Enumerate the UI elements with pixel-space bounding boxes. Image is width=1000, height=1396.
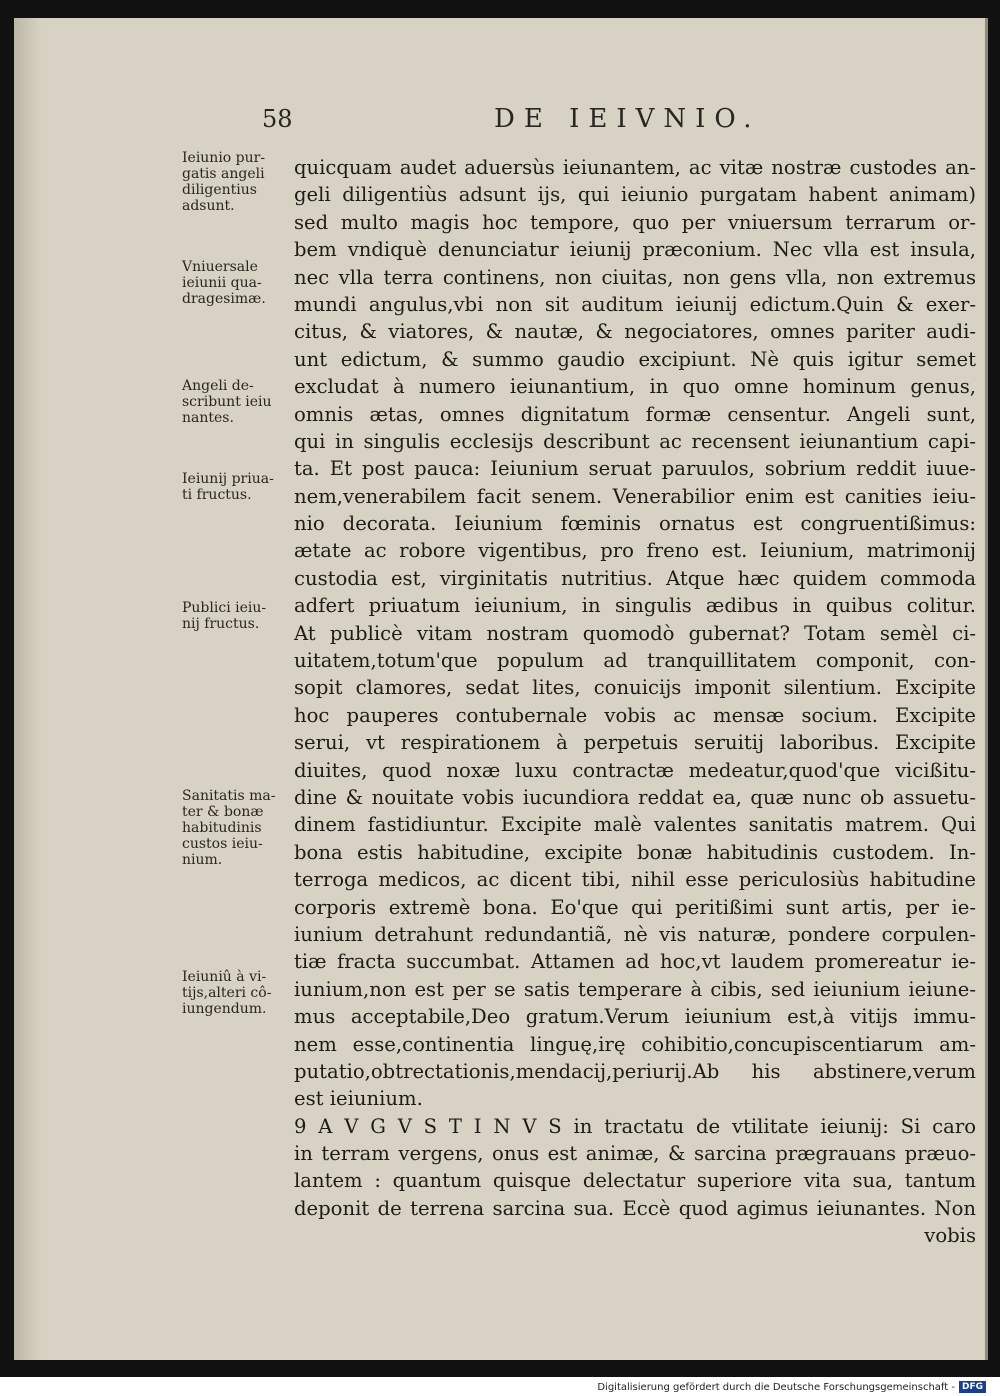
footer-text: Digitalisierung gefördert durch die Deutsche Forschungsgemeinschaft - — [597, 1381, 955, 1393]
body-text — [294, 154, 976, 1250]
text-line: mundi angulus,vbi non sit auditum ieiunij edictum.Quin & exer- — [294, 292, 976, 316]
text-line: citus, & viatores, & nautæ, & negociatores, omnes pariter audi- — [294, 320, 976, 344]
margin-note: Ieiunij priua- ti fructus. — [182, 471, 274, 503]
text-line: uitatem,totum'que populum ad tranquillitatem componit, con- — [294, 649, 976, 673]
text-line: dinem fastidiuntur. Excipite malè valentes sanitatis matrem. Qui — [294, 813, 976, 837]
text-line: omnis ætas, omnes dignitatum formæ censentur. Angeli sunt, — [294, 402, 976, 426]
margin-note: Publici ieiu- nij fructus. — [182, 600, 267, 632]
margin-note: Ieiunio pur- gatis angeli diligentius adsunt. — [182, 150, 266, 214]
text-line: mus acceptabile,Deo gratum.Verum ieiunium est,à vitijs immu- — [294, 1005, 976, 1029]
text-line: serui, vt respirationem à perpetuis seruitij laboribus. Excipite — [294, 731, 976, 755]
text-line: deponit de terrena sarcina sua. Eccè quod agimus ieiunantes. Non — [294, 1196, 976, 1220]
text-line: nec vlla terra continens, non ciuitas, non gens vlla, non extremus — [294, 265, 976, 289]
text-line: ta. Et post pauca: Ieiunium seruat paruulos, sobrium reddit iuue- — [294, 457, 976, 481]
text-line: excludat à numero ieiunantium, in quo omne hominum genus, — [294, 375, 976, 399]
margin-note: Sanitatis ma- ter & bonæ habitudinis custos ieiu- nium. — [182, 788, 276, 868]
text-line: adfert priuatum ieiunium, in singulis ædibus in quibus colitur. — [294, 594, 976, 618]
dfg-logo-icon: DFG — [959, 1381, 986, 1393]
text-line: iunium,non est per se satis temperare à cibis, sed ieiunium ieiune- — [294, 977, 976, 1001]
text-line: nem esse,continentia linguę,irę cohibitio,concupiscentiarum am- — [294, 1032, 976, 1056]
text-line: est ieiunium. — [294, 1087, 423, 1111]
text-line: At publicè vitam nostram quomodò gubernat? Totam semèl ci- — [294, 621, 976, 645]
digitization-footer — [597, 1381, 986, 1393]
text-line: bona estis habitudine, excipite bonæ habitudinis custodem. In- — [294, 840, 976, 864]
text-line: terroga medicos, ac dicent tibi, nihil esse periculosiùs habitudine — [294, 868, 976, 892]
text-line: hoc pauperes contubernale vobis ac mensæ socium. Excipite — [294, 703, 976, 727]
page-number: 58 — [262, 105, 293, 133]
text-line: geli diligentiùs adsunt ijs, qui ieiunio purgatam habent animam) — [294, 183, 976, 207]
text-line: tiæ fracta succumbat. Attamen ad hoc,vt laudem promereatur ie- — [294, 950, 976, 974]
text-line: quicquam audet aduersùs ieiunantem, ac vitæ nostræ custodes an- — [294, 156, 976, 179]
text-line: diuites, quod noxæ luxu contractæ medeatur,quod'que vicißitu- — [294, 758, 976, 782]
text-line: corporis extremè bona. Eo'que qui peritißimi sunt artis, per ie- — [294, 895, 976, 919]
text-line: unt edictum, & summo gaudio excipiunt. Nè quis igitur semet — [294, 347, 976, 371]
text-line: qui in singulis ecclesijs describunt ac recensent ieiunantium capi- — [294, 429, 976, 453]
running-head: DE IEIVNIO. — [494, 104, 761, 134]
text-line: dine & nouitate vobis iucundiora reddat ea, quæ nunc ob assuetu- — [294, 785, 976, 809]
text-line: nem,venerabilem facit senem. Venerabilior enim est canities ieiu- — [294, 484, 976, 508]
text-line: 9 A V G V S T I N V S in tractatu de vtilitate ieiunij: Si caro — [294, 1114, 976, 1138]
margin-note: Angeli de- scribunt ieiu nantes. — [182, 378, 272, 426]
page-binding-shadow — [14, 18, 42, 1360]
text-line: sed multo magis hoc tempore, quo per vniuersum terrarum or- — [294, 210, 976, 234]
text-line: in terram vergens, onus est animæ, & sarcina prægrauans præuo- — [294, 1142, 976, 1166]
text-line: custodia est, virginitatis nutritius. Atque hæc quidem commoda — [294, 566, 976, 590]
text-line: bem vndiquè denunciatur ieiunij præconium. Nec vlla est insula, — [294, 238, 976, 262]
text-line: putatio,obtrectationis,mendacij,periurij.Ab his abstinere,verum — [294, 1059, 976, 1083]
text-line: nio decorata. Ieiunium fœminis ornatus est congruentißimus: — [294, 512, 976, 536]
text-line: sopit clamores, sedat lites, conuicijs imponit silentium. Excipite — [294, 676, 976, 700]
text-line: ætate ac robore vigentibus, pro freno est. Ieiunium, matrimonij — [294, 539, 976, 563]
margin-note: Ieiuniû à vi- tijs,alteri cô- iungendum. — [182, 969, 272, 1017]
catchword: vobis — [924, 1224, 976, 1248]
text-line: lantem : quantum quisque delectatur superiore vita sua, tantum — [294, 1169, 976, 1193]
margin-note: Vniuersale ieiunii qua- dragesimæ. — [182, 259, 266, 307]
text-line: iunium detrahunt redundantiã, nè vis naturæ, pondere corpulen- — [294, 922, 976, 946]
